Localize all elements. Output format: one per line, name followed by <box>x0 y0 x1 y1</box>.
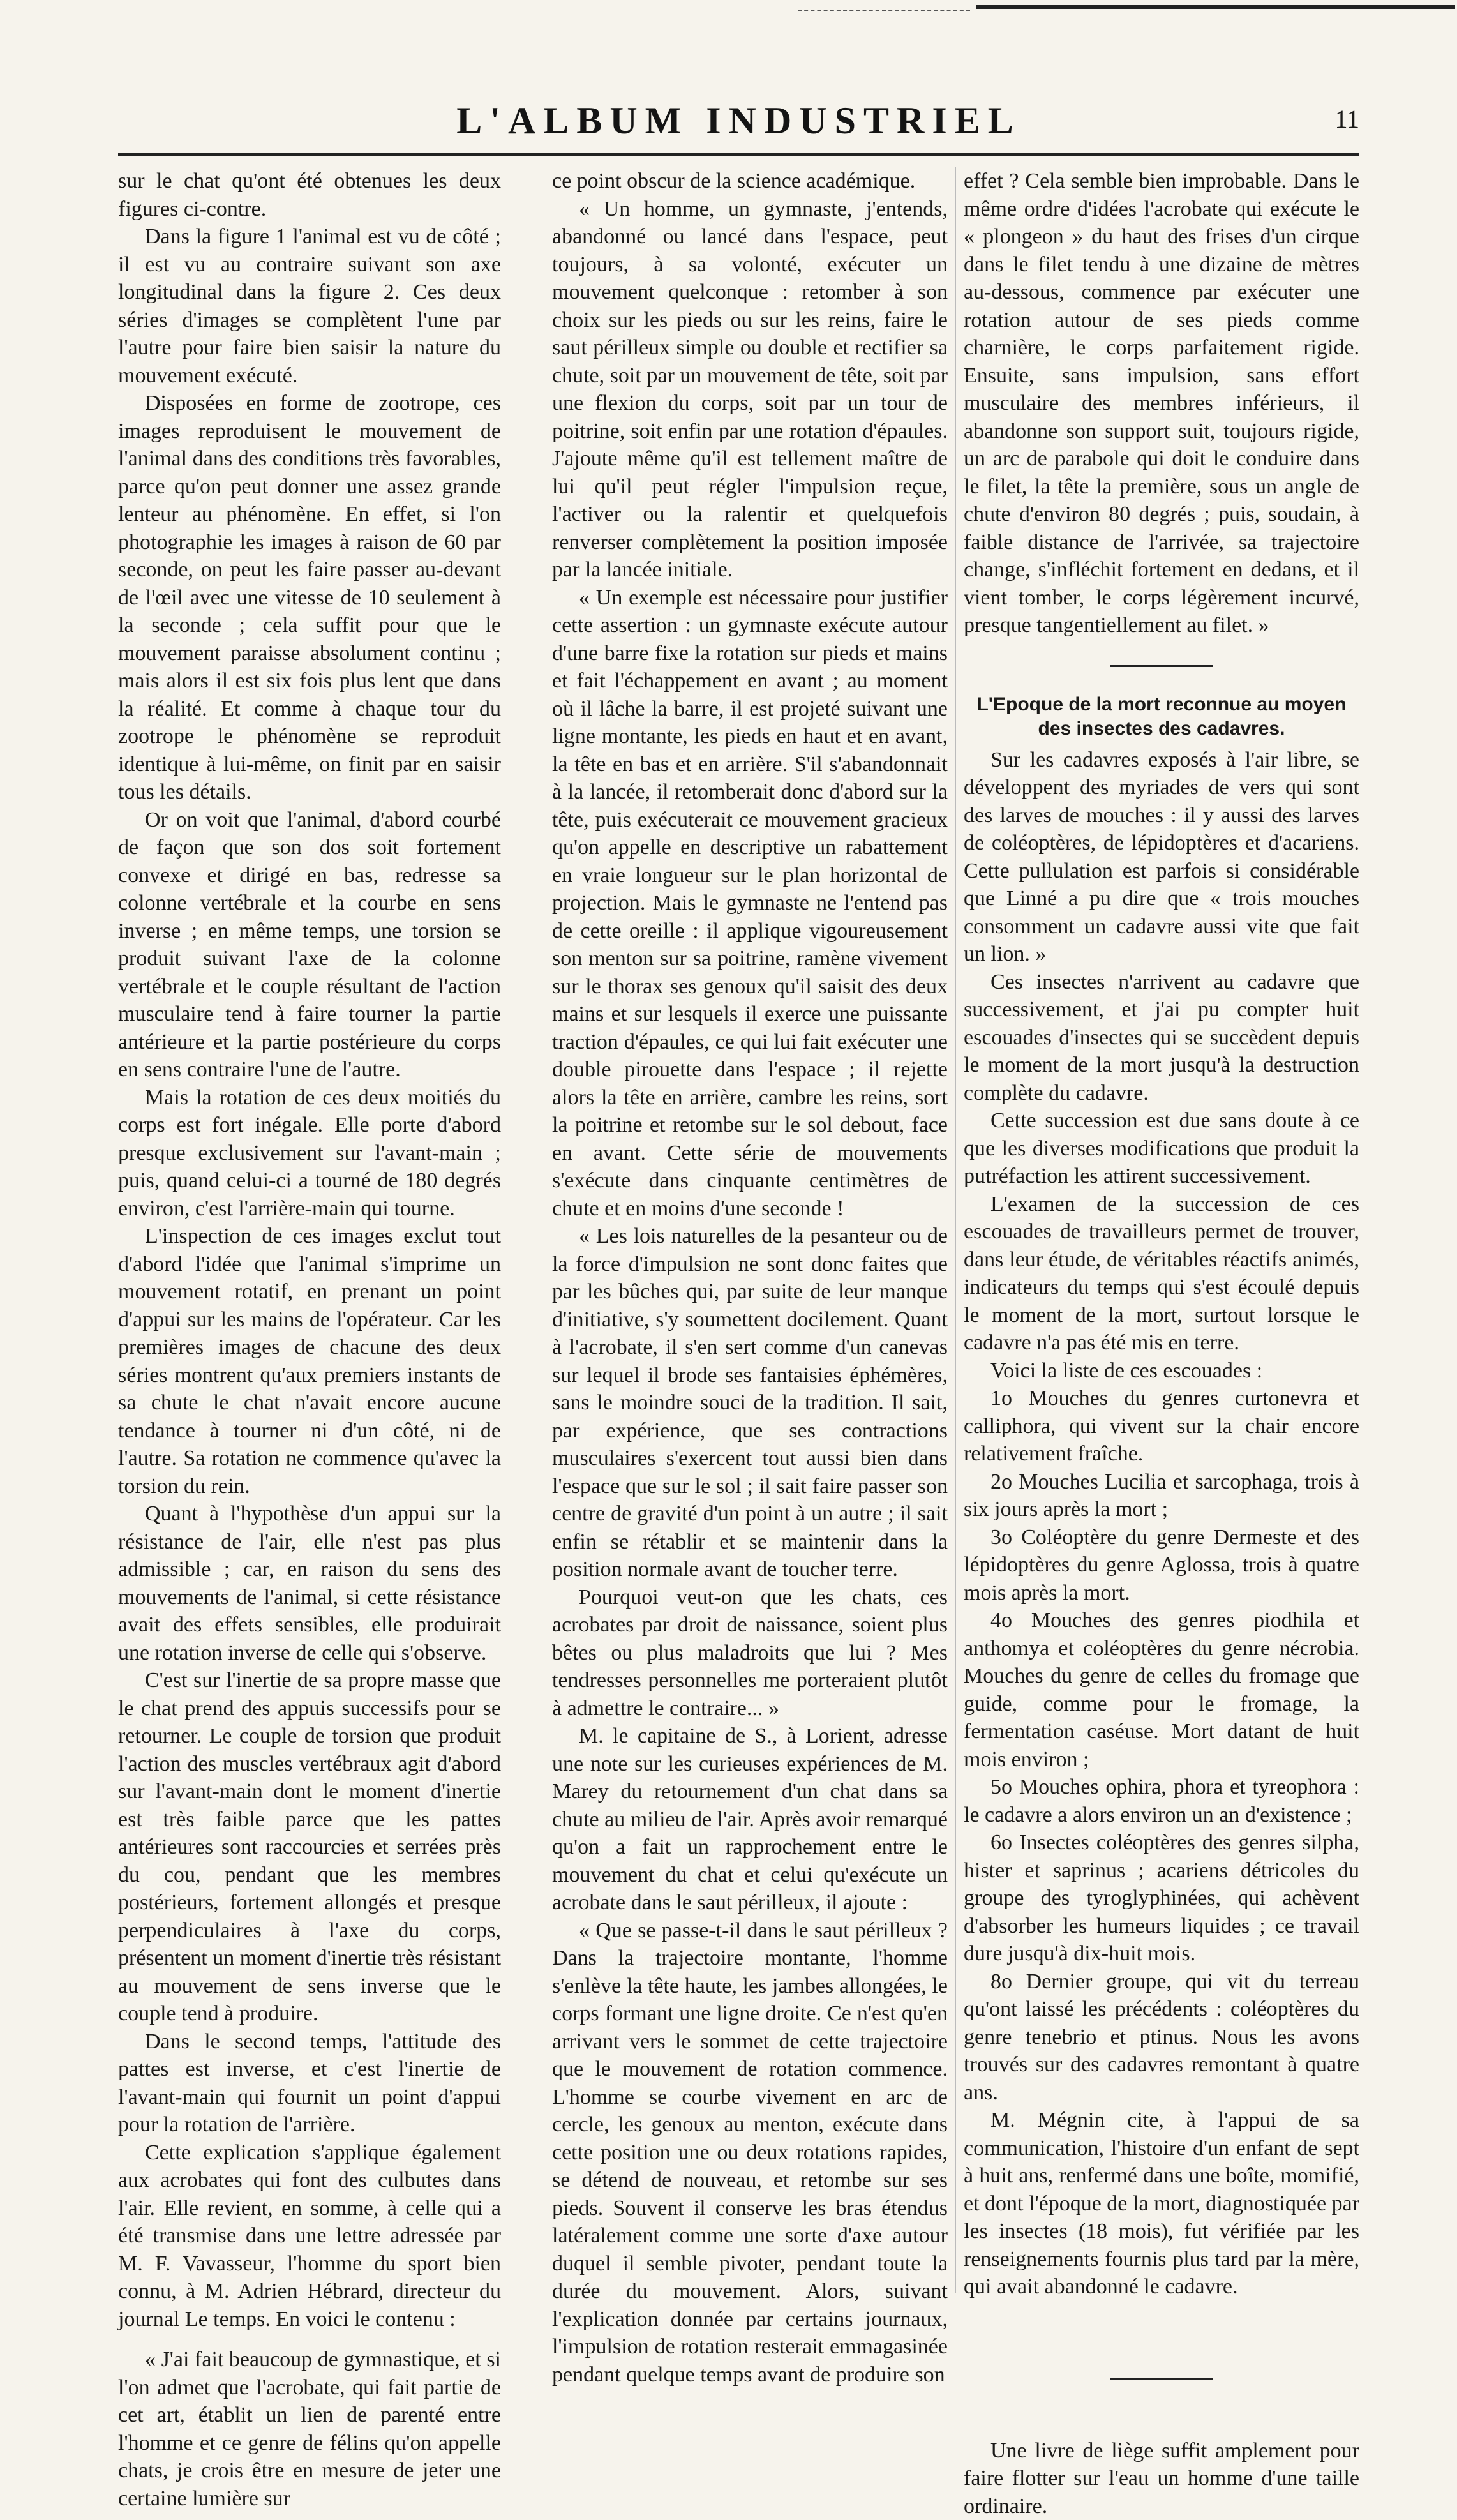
paragraph: Cette succession est due sans doute à ce que les diverses modifications que produit la putréfaction les attirent successivement. <box>964 1107 1359 1190</box>
header-rule <box>118 153 1359 156</box>
list-item: 1o Mouches du genres curtonevra et calliphora, qui vivent sur la chair encore relativement fraîche. <box>964 1384 1359 1468</box>
paragraph: ce point obscur de la science académique. <box>552 167 948 195</box>
paragraph: Voici la liste de ces escouades : <box>964 1357 1359 1385</box>
column-1 <box>118 167 501 2293</box>
paragraph: Pourquoi veut-on que les chats, ces acrobates par droit de naissance, soient plus bêtes ou plus maladroits que lui ? Mes tendresses personnelles me porteraient plutôt à admettre le contraire... » <box>552 1584 948 1723</box>
paragraph: Mais la rotation de ces deux moitiés du corps est fort inégale. Elle porte d'abord presque exclusivement sur l'avant-main ; puis, quand celui-ci a tourné de 180 degrés environ, c'est l'arrière-main qui tourne. <box>118 1084 501 1223</box>
list-item: 5o Mouches ophira, phora et tyreophora : le cadavre a alors environ un an d'existence ; <box>964 1773 1359 1829</box>
paragraph: M. le capitaine de S., à Lorient, adresse une note sur les curieuses expériences de M. Marey du retournement d'un chat dans sa chute au milieu de l'air. Après avoir remarqué qu'on a fait un rapprochement entre le mouvement du chat et celui qu'exécute un acrobate dans le saut périlleux, il ajoute : <box>552 1722 948 1917</box>
column-2 <box>552 167 948 2293</box>
paragraph: L'inspection de ces images exclut tout d'abord l'idée que l'animal s'imprime un mouvement rotatif, en prenant un point d'appui sur les mains de l'opérateur. Car les premières images de chacune des deux séries montrent qu'aux premiers instants de sa chute le chat n'avait encore aucune tendance à tourner ni d'un côté, ni de l'autre. Sa rotation ne commence qu'avec la torsion du rein. <box>118 1222 501 1500</box>
section-separator <box>1110 2378 1213 2380</box>
column-divider <box>955 167 956 2293</box>
paragraph: Cette explication s'applique également aux acrobates qui font des culbutes dans l'air. Elle revient, en somme, à celle qui a été transmise dans une lettre adressée par M. F. Vavasseur, l'homme du sport bien connu, à M. Adrien Hébrard, directeur du journal Le temps. En voici le contenu : <box>118 2139 501 2334</box>
paragraph: Sur les cadavres exposés à l'air libre, se développent des myriades de vers qui sont des larves de mouches : il y aussi des larves de coléoptères, de lépidoptères et d'acariens. Cette pullulation est parfois si considérable que Linné a pu dire que « trois mouches consomment un cadavre aussi vite que fait un lion. » <box>964 746 1359 968</box>
paragraph: « Un exemple est nécessaire pour justifier cette assertion : un gymnaste exécute autour d'une barre fixe la rotation sur pieds et mains et fait l'échappement en avant ; au moment où il lâche la barre, il est projeté suivant une ligne montante, les pieds en haut et en avant, la tête en bas et en arrière. S'il s'abandonnait à la lancée, il retomberait donc d'abord sur la tête, puis exécuterait ce mouvement gracieux qu'on appelle en descriptive un rabattement en vraie longueur sur le plan horizontal de projection. Mais le gymnaste ne l'entend pas de cette oreille : il applique vigoureusement son menton sur sa poitrine, ramène vivement sur le thorax ses genoux qu'il saisit des deux mains et sur lesquels il exerce une puissante traction d'épaules, ce qui lui fait exécuter une double pirouette dans l'espace ; il rejette alors la tête en arrière, cambre les reins, sort la poitrine et retombe sur le sol debout, face en avant. Cette série de mouvements s'exécute dans cinquante centimètres de chute et en moins d'une seconde ! <box>552 584 948 1223</box>
paragraph: « Un homme, un gymnaste, j'entends, abandonné ou lancé dans l'espace, peut toujours, à sa volonté, exécuter un mouvement quelconque : retomber à son choix sur les pieds ou sur les reins, faire le saut périlleux simple ou double et rectifier sa chute, soit par un mouvement de tête, soit par une flexion du corps, soit par un tour de poitrine, soit enfin par une rotation d'épaules. J'ajoute même qu'il est tellement maître de lui qu'il peut régler l'impulsion reçue, l'activer ou la ralentir et quelquefois renverser complètement la position imposée par la lancée initiale. <box>552 195 948 584</box>
paragraph: Disposées en forme de zootrope, ces images reproduisent le mouvement de l'animal dans des conditions très favorables, parce qu'on peut donner une assez grande lenteur au phénomène. En effet, si l'on photographie les images à raison de 60 par seconde, on peut les faire passer au-devant de l'œil avec une vitesse de 10 seulement à la seconde ; cela suffit pour que le mouvement paraisse absolument continu ; mais alors il est six fois plus lent que dans la réalité. Et comme à chaque tour du zootrope le phénomène se reproduit identique à lui-même, on finit par en saisir tous les détails. <box>118 389 501 806</box>
article-heading: L'Epoque de la mort reconnue au moyen des insectes des cadavres. <box>964 693 1359 741</box>
paragraph: Or on voit que l'animal, d'abord courbé de façon que son dos soit fortement convexe et dirigé en bas, redresse sa colonne vertébrale et la courbe en sens inverse ; en même temps, une torsion se produit suivant l'axe de la colonne vertébrale et le couple résultant de l'action musculaire tend à faire tourner la partie antérieure et la partie postérieure du corps en sens contraire l'une de l'autre. <box>118 806 501 1084</box>
column-3 <box>964 167 1359 2293</box>
section-separator <box>1110 665 1213 667</box>
list-item: 6o Insectes coléoptères des genres silpha, hister et saprinus ; acariens détricoles du groupe des tyroglyphinées, qui achèvent d'absorber les humeurs liquides ; ce travail dure jusqu'à dix-huit mois. <box>964 1829 1359 1968</box>
paragraph: Dans le second temps, l'attitude des pattes est inverse, et c'est l'inertie de l'avant-main qui fournit un point d'appui pour la rotation de l'arrière. <box>118 2028 501 2139</box>
paragraph: sur le chat qu'ont été obtenues les deux figures ci-contre. <box>118 167 501 223</box>
page-number: 11 <box>1334 104 1359 134</box>
paragraph: « J'ai fait beaucoup de gymnastique, et si l'on admet que l'acrobate, qui fait partie de cet art, établit un lien de parenté entre l'homme et ce genre de félins qu'on appelle chats, je crois être en mesure de jeter une certaine lumière sur <box>118 2346 501 2512</box>
paragraph: effet ? Cela semble bien improbable. Dans le même ordre d'idées l'acrobate qui exécute le « plongeon » du haut des frises d'un cirque dans le filet tendu à une dizaine de mètres au-dessous, commence par exécuter une rotation autour de ses pieds comme charnière, le corps parfaitement rigide. Ensuite, sans impulsion, sans effort musculaire des membres inférieurs, il abandonne son support suit, toujours rigide, un arc de parabole qui doit le conduire dans le filet, la tête la première, sous un angle de chute d'environ 80 degrés ; puis, soudain, à faible distance de l'arrivée, sa trajectoire change, s'infléchit fortement en dedans, et il vient tomber, le corps légèrement incurvé, presque tangentiellement au filet. » <box>964 167 1359 640</box>
top-border-line <box>976 5 1455 9</box>
paragraph: Quant à l'hypothèse d'un appui sur la résistance de l'air, elle n'est pas plus admissible ; car, en raison du sens des mouvements de l'animal, si cette résistance avait des effets sensibles, elle produirait une rotation inverse de celle qui s'observe. <box>118 1500 501 1667</box>
paragraph: Une livre de liège suffit amplement pour faire flotter sur l'eau un homme d'une taille ordinaire. <box>964 2437 1359 2520</box>
paragraph: Ces insectes n'arrivent au cadavre que successivement, et j'ai pu compter huit escouades d'insectes qui se succèdent depuis le moment de la mort jusqu'à la destruction complète du cadavre. <box>964 968 1359 1107</box>
paragraph: L'examen de la succession de ces escouades de travailleurs permet de trouver, dans leur étude, de véritables réactifs animés, indicateurs du temps qui s'est écoulé depuis le moment de la mort, surtout lorsque le cadavre n'a pas été mis en terre. <box>964 1190 1359 1357</box>
list-item: 3o Coléoptère du genre Dermeste et des lépidoptères du genre Aglossa, trois à quatre mois après la mort. <box>964 1524 1359 1607</box>
list-item: 2o Mouches Lucilia et sarcophaga, trois à six jours après la mort ; <box>964 1468 1359 1524</box>
paragraph: Dans la figure 1 l'animal est vu de côté ; il est vu au contraire suivant son axe longitudinal dans la figure 2. Ces deux séries d'images se complètent l'une par l'autre pour faire bien saisir la nature du mouvement exécuté. <box>118 223 501 389</box>
top-dotted-line <box>798 10 970 11</box>
paragraph: C'est sur l'inertie de sa propre masse que le chat prend des appuis successifs pour se retourner. Le couple de torsion que produit l'action des muscles vertébraux agit d'abord sur l'avant-main dont le moment d'inertie est très faible parce que les pattes antérieures sont raccourcies et serrées près du cou, pendant que les membres postérieurs, fortement allongés et presque perpendiculaires à l'axe du corps, présentent un moment d'inertie très résistant au mouvement de sens inverse que le couple tend à produire. <box>118 1667 501 2028</box>
paragraph: M. Mégnin cite, à l'appui de sa communication, l'histoire d'un enfant de sept à huit ans, renfermé dans une boîte, momifié, et dont l'époque de la mort, diagnostiquée par les insectes (18 mois), fut vérifiée par les renseignements fournis plus tard par la mère, qui avait abandonné le cadavre. <box>964 2106 1359 2301</box>
paragraph: « Que se passe-t-il dans le saut périlleux ? Dans la trajectoire montante, l'homme s'enlève la tête haute, les jambes allongées, le corps formant une ligne droite. Ce n'est qu'en arrivant vers le sommet de cette trajectoire que le mouvement de rotation commence. L'homme se courbe vivement en arc de cercle, les genoux au menton, exécute dans cette position une ou deux rotations rapides, se détend de nouveau, et retombe sur ses pieds. Souvent il conserve les bras étendus latéralement comme une sorte d'axe autour duquel il semble pivoter, pendant toute la durée du mouvement. Alors, suivant l'explication donnée par certains journaux, l'impulsion de rotation resterait emmagasinée pendant quelque temps avant de produire son <box>552 1917 948 2389</box>
paragraph: « Les lois naturelles de la pesanteur ou de la force d'impulsion ne sont donc faites que par les bûches qui, par suite de leur manque d'initiative, s'y soumettent docilement. Quant à l'acrobate, il s'en sert comme d'un canevas sur lequel il brode ses fantaisies éphémères, sans le moindre souci de la tradition. Il sait, par expérience, que ses contractions musculaires s'exercent tout aussi bien dans l'espace que sur le sol ; il sait faire passer son centre de gravité d'un point à un autre ; il sait enfin se rétablir et se maintenir dans la position normale avant de toucher terre. <box>552 1222 948 1584</box>
list-item: 8o Dernier groupe, qui vit du terreau qu'ont laissé les précédents : coléoptères du genre tenebrio et ptinus. Nous les avons trouvés sur des cadavres remontant à quatre ans. <box>964 1968 1359 2107</box>
masthead-title: L'ALBUM INDUSTRIEL <box>118 99 1359 143</box>
list-item: 4o Mouches des genres piodhila et anthomya et coléoptères du genre nécrobia. Mouches du genre de celles du fromage que guide, comme pour le fromage, la fermentation caséuse. Mort datant de huit mois environ ; <box>964 1607 1359 1773</box>
page-header <box>118 99 1359 150</box>
